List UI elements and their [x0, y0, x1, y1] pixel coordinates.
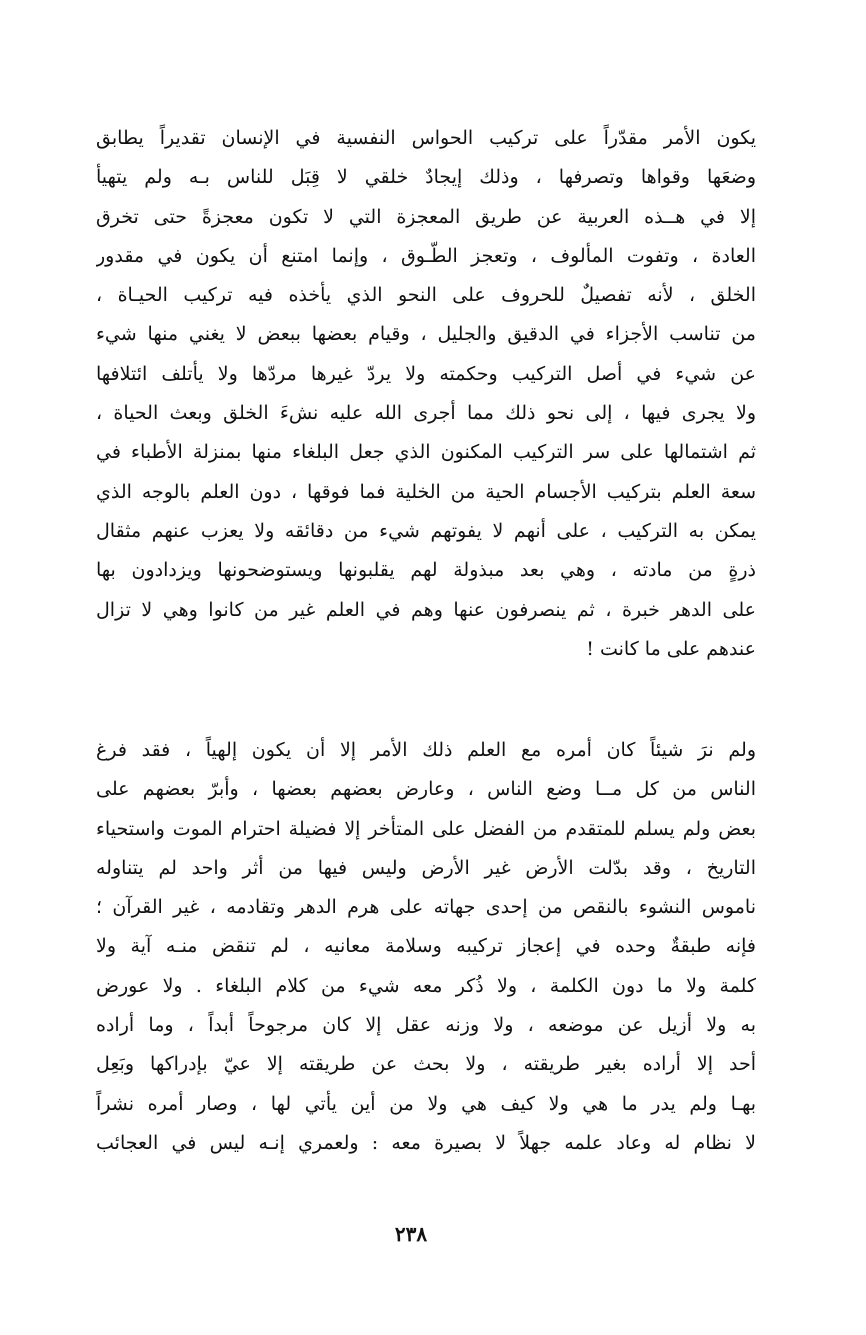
paragraph-1	[96, 119, 756, 669]
text-line: وضعَها وقواها وتصرفها ، وذلك إيجادٌ خلقي لا قِبَل للناس بـه ولم يتهيأ	[96, 166, 756, 189]
text-line: التاريخ ، وقد بدّلت الأرض غير الأرض وليس فيها من أثر واحد لم يتناوله	[96, 856, 756, 879]
text-line: عن شيء في أصل التركيب وحكمته ولا يردّ غيرها مردّها ولا يأتلف ائتلافها	[96, 362, 756, 385]
text-line: ولا يجرى فيها ، إلى نحو ذلك مما أجرى الله عليه نشءَ الخلق وبعث الحياة ،	[96, 402, 756, 425]
text-line: الناس من كل مــا وضع الناس ، وعارض بعضهم بعضها ، وأبرّ بعضهم على	[96, 778, 756, 801]
text-line: عندهم على ما كانت !	[586, 637, 756, 660]
text-line: ذرةٍ من مادته ، وهي بعد مبذولة لهم يقلبونها ويستوضحونها ويزدادون بها	[96, 559, 756, 582]
text-line: بهـا ولم يدر ما هي ولا كيف هي ولا من أين يأتي لها ، وصار أمره نشراً	[96, 1092, 756, 1115]
text-line: الخلق ، لأنه تفصيلٌ للحروف على النحو الذي يأخذه فيه تركيب الحيـاة ،	[96, 284, 756, 307]
text-line: يكون الأمر مقدّراً على تركيب الحواس النفسية في الإنسان تقديراً يطابق	[96, 127, 756, 149]
text-line: بعض ولم يسلم للمتقدم من الفضل على المتأخر إلا فضيلة احترام الموت واستحياء	[96, 817, 756, 840]
text-line: فإنه طبقةٌ وحده في إعجاز تركيبه وسلامة معانيه ، لم تنقض منـه آية ولا	[96, 935, 756, 958]
text-line: إلا في هــذه العربية عن طريق المعجزة التي لا تكون معجزةً حتى تخرق	[96, 205, 756, 228]
page-number: ٢٣٨	[394, 1222, 428, 1246]
text-line: أحد إلا أراده بغير طريقته ، ولا بحث عن طريقته إلا عيّ بإدراكها وبَعِل	[96, 1053, 756, 1076]
text-line: لا نظام له وعاد علمه جهلاً لا بصيرة معه : ولعمري إنـه ليس في العجائب	[96, 1131, 756, 1154]
text-line: يمكن به التركيب ، على أنهم لا يفوتهم شيء من دقائقه ولا يعزب عنهم مثقال	[96, 519, 756, 542]
text-line: به ولا أزيل عن موضعه ، ولا وزنه عقل إلا كان مرجوحاً أبداً ، وما أراده	[96, 1014, 756, 1037]
text-line: على الدهر خبرة ، ثم ينصرفون عنها وهم في العلم غير من كانوا وهي لا تزال	[96, 598, 756, 621]
text-line: سعة العلم بتركيب الأجسام الحية من الخلية فما فوقها ، دون العلم بالوجه الذي	[96, 480, 756, 503]
paragraph-2	[96, 731, 756, 1163]
text-line: كلمة ولا ما دون الكلمة ، ولا ذُكر معه شيء من كلام البلغاء . ولا عورض	[96, 974, 756, 997]
text-line: العادة ، وتفوت المألوف ، وتعجز الطّـوق ، وإنما امتنع أن يكون في مقدور	[96, 244, 756, 267]
text-line: ناموس النشوء بالنقص من إحدى جهاته على هرم الدهر وتقادمه ، غير القرآن ؛	[96, 896, 756, 919]
text-line: ولم نرَ شيئاً كان أمره مع العلم ذلك الأمر إلا أن يكون إلهياً ، فقد فرغ	[96, 739, 756, 761]
text-line: ثم اشتمالها على سر التركيب المكنون الذي جعل البلغاء منها بمنزلة الأطباء في	[96, 441, 756, 464]
text-line: من تناسب الأجزاء في الدقيق والجليل ، وقيام بعضها ببعض لا يغني منها شيء	[96, 323, 756, 346]
